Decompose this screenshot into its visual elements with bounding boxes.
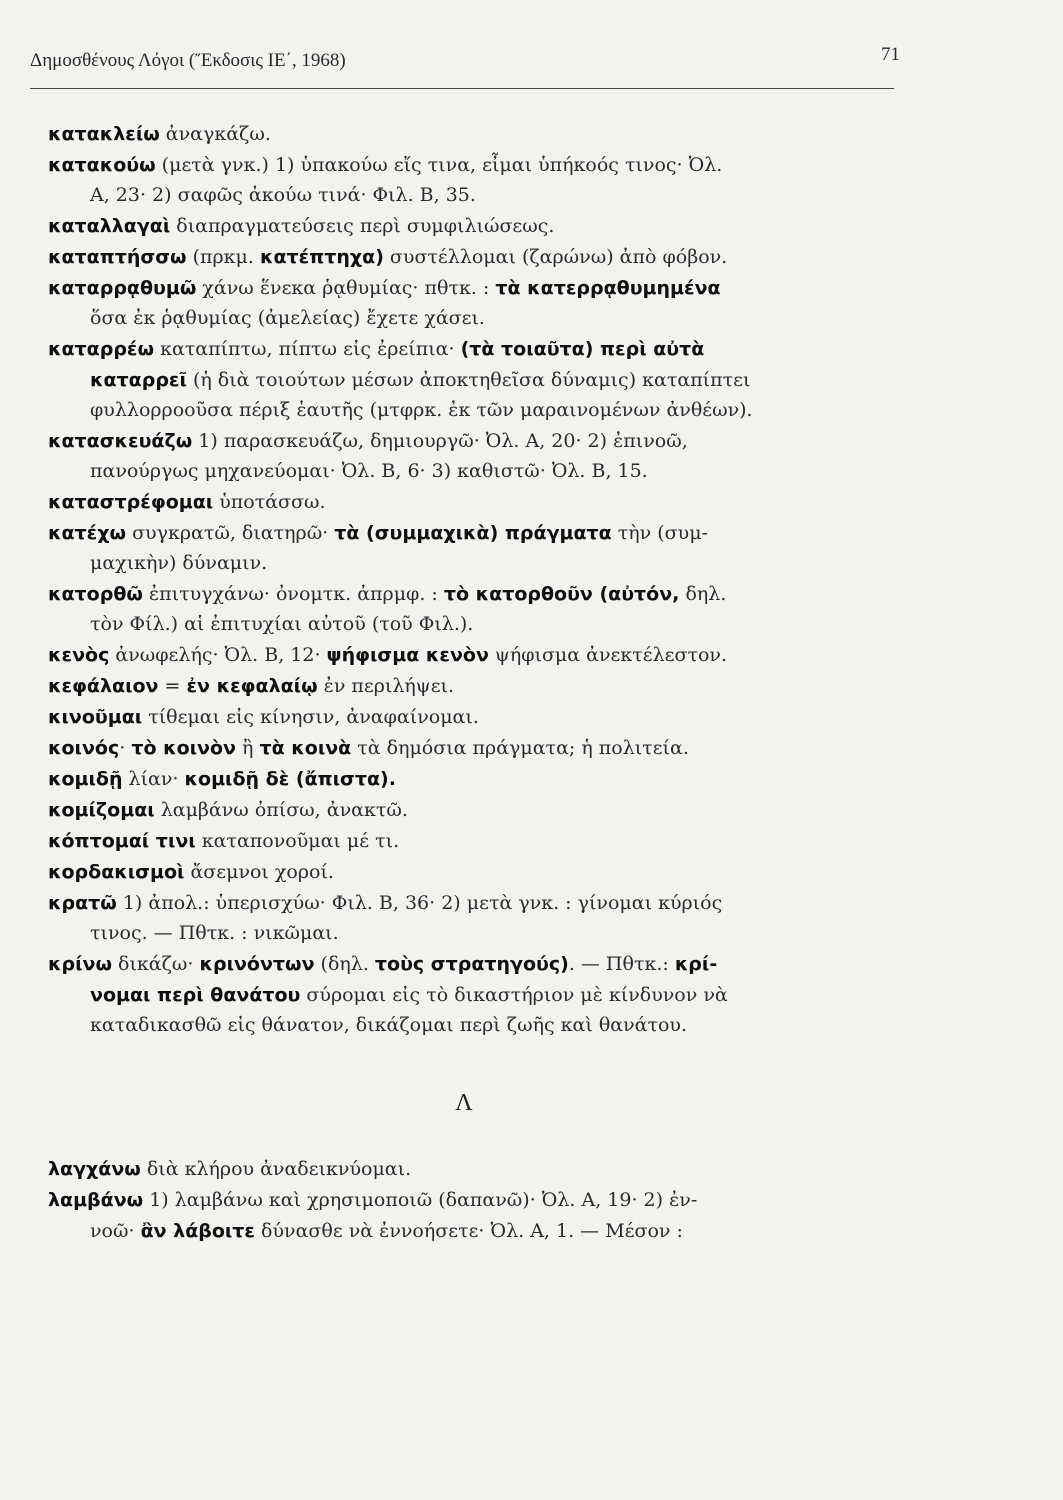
entry-text: . — Πθτκ.:: [568, 953, 675, 975]
entry: [48, 486, 910, 517]
entry-text: τίθεμαι εἰς κίνησιν, ἀναφαίνομαι.: [142, 706, 479, 728]
section-letter: Λ: [455, 1090, 473, 1116]
header-rule: [30, 88, 894, 89]
entry-text: τὴν (συμ-: [611, 522, 708, 544]
entry: [48, 333, 910, 425]
headword: κρατῶ: [48, 892, 117, 914]
entry: [48, 732, 910, 763]
bold-phrase: τοὺς στρατηγούς): [374, 953, 569, 975]
entry-text: (δηλ.: [314, 953, 375, 975]
bold-phrase: ἂν λάβοιτε: [140, 1220, 256, 1242]
entry-text: δηλ.: [679, 583, 727, 605]
entry-continuation: τινος. — Πθτκ. : νικῶμαι.: [90, 922, 339, 944]
bold-phrase: νομαι περὶ θανάτου: [90, 984, 301, 1006]
bold-phrase: ἐν κεφαλαίῳ: [186, 675, 318, 697]
entry-continuation: ὅσα ἐκ ῥᾳθυμίας (ἀμελείας) ἔχετε χάσει.: [90, 307, 485, 329]
entry: [48, 425, 910, 486]
entry: [48, 639, 910, 670]
entry: [48, 825, 910, 856]
entry-continuation: πανούργως μηχανεύομαι· Ὀλ. Β, 6· 3) καθιστῶ· Ὀλ. Β, 15.: [90, 460, 648, 482]
entry-text: λίαν·: [122, 768, 185, 790]
entry: [48, 578, 910, 639]
headword: καταρρᾳθυμῶ: [48, 277, 197, 299]
entry-text: =: [158, 675, 187, 697]
page-number: 71: [881, 44, 900, 65]
running-header: [30, 44, 900, 72]
entry-text: δύνασθε νὰ ἐννοήσετε· Ὀλ. Α, 1. — Μέσον :: [255, 1220, 683, 1242]
entry-text: ψήφισμα ἀνεκτέλεστον.: [488, 644, 728, 666]
bold-phrase: (τὰ τοιαῦτα) περὶ αὐτὰ: [460, 338, 705, 360]
headword: καταστρέφομαι: [48, 491, 214, 513]
entry: [48, 948, 910, 1040]
entry: [48, 794, 910, 825]
entry-text: 1) ἀπολ.: ὑπερισχύω· Φιλ. Β, 36· 2) μετὰ γνκ. : γίνομαι κύριός: [116, 892, 723, 914]
entry-text: διὰ κλήρου ἀναδεικνύομαι.: [140, 1158, 412, 1180]
entry-text: καταπονοῦμαι μέ τι.: [195, 830, 400, 852]
entry-text: ·: [119, 737, 132, 759]
entry-text: ἄσεμνοι χοροί.: [184, 861, 334, 883]
entry-text: 1) παρασκευάζω, δημιουργῶ· Ὀλ. Α, 20· 2) ἐπινοῶ,: [192, 430, 688, 452]
entry-continuation: τὸν Φίλ.) αἱ ἐπιτυχίαι αὐτοῦ (τοῦ Φιλ.).: [90, 613, 474, 635]
entry-text: ἀναγκάζω.: [159, 123, 271, 145]
headword: καταλλαγαὶ: [48, 215, 171, 237]
entry-text: συστέλλομαι (ζαρώνω) ἀπὸ φόβον.: [383, 246, 728, 268]
entry-text: 1) λαμβάνω καὶ χρησιμοποιῶ (δαπανῶ)· Ὀλ. Α, 19· 2) ἐν-: [143, 1189, 698, 1211]
entry: [48, 887, 910, 948]
bold-phrase: τὸ κοινὸν: [131, 737, 236, 759]
entry: [48, 763, 910, 794]
entry-continuation: Α, 23· 2) σαφῶς ἀκούω τινά· Φιλ. Β, 35.: [90, 184, 476, 206]
book-title: Δημοσθένους Λόγοι (Ἔκδοσις ΙΕ΄, 1968): [30, 50, 346, 71]
bold-phrase: ψήφισμα κενὸν: [326, 644, 489, 666]
entry-text: νοῶ·: [90, 1220, 141, 1242]
headword: κατακούω: [48, 154, 156, 176]
entry: [48, 241, 910, 272]
headword: κατέχω: [48, 522, 127, 544]
headword: κόπτομαί τινι: [48, 830, 196, 852]
entry: [48, 701, 910, 732]
entry-text: ἐν περιλήψει.: [317, 675, 455, 697]
entry-text: λαμβάνω ὀπίσω, ἀνακτῶ.: [154, 799, 408, 821]
entry-continuation: μαχικὴν) δύναμιν.: [90, 552, 268, 574]
entry-text: συγκρατῶ, διατηρῶ·: [126, 522, 335, 544]
entry: [48, 1184, 910, 1246]
headword: κενὸς: [48, 644, 110, 666]
entry-text: (μετὰ γνκ.) 1) ὑπακούω εἴς τινα, εἶμαι ὑπήκοός τινος· Ὀλ.: [155, 154, 723, 176]
bold-phrase: τὰ κατερρᾳθυμημένα: [495, 277, 721, 299]
bold-phrase: καταρρεῖ: [90, 369, 187, 391]
headword: κεφάλαιον: [48, 675, 159, 697]
entry-text: ἀνωφελής· Ὀλ. Β, 12·: [109, 644, 327, 666]
entry: [48, 1153, 910, 1184]
bold-phrase: τὸ κατορθοῦν (αὐτόν,: [443, 583, 680, 605]
entry: [48, 149, 910, 210]
bold-phrase: κομιδῇ δὲ (ἄπιστα).: [184, 768, 396, 790]
headword: κρίνω: [48, 953, 112, 975]
headword: κατορθῶ: [48, 583, 143, 605]
bold-phrase: κατέπτηχα): [259, 246, 384, 268]
headword: λαμβάνω: [48, 1189, 144, 1211]
headword: κορδακισμοὶ: [48, 861, 185, 883]
entry-text: τὰ δημόσια πράγματα; ἡ πολιτεία.: [351, 737, 689, 759]
entry-continuation: [48, 364, 910, 395]
entry-text: διαπραγματεύσεις περὶ συμφιλιώσεως.: [170, 215, 555, 237]
entry: [48, 517, 910, 578]
bold-phrase: τὰ κοινὰ: [259, 737, 352, 759]
entry: [48, 210, 910, 241]
entry: [48, 856, 910, 887]
glossary-entries: [48, 118, 910, 1246]
entry-continuation: [48, 1215, 910, 1246]
entry-text: καταπίπτω, πίπτω εἰς ἐρείπια·: [154, 338, 461, 360]
headword: καταπτήσσω: [48, 246, 187, 268]
headword: κατακλείω: [48, 123, 160, 145]
headword: κομίζομαι: [48, 799, 155, 821]
entry-continuation: φυλλορροοῦσα πέριξ ἑαυτῆς (μτφρκ. ἐκ τῶν μαραινομένων ἀνθέων).: [90, 399, 753, 421]
headword: κινοῦμαι: [48, 706, 143, 728]
headword: λαγχάνω: [48, 1158, 141, 1180]
entry-text: ἐπιτυγχάνω· ὀνομτκ. ἀπρμφ. :: [142, 583, 444, 605]
headword: κομιδῇ: [48, 768, 123, 790]
headword: κατασκευάζω: [48, 430, 193, 452]
entry: [48, 670, 910, 701]
bold-phrase: κρί-: [674, 953, 718, 975]
entry: [48, 118, 910, 149]
entry-text: χάνω ἕνεκα ῥᾳθυμίας· πθτκ. :: [196, 277, 496, 299]
headword: καταρρέω: [48, 338, 155, 360]
entry-text: σύρομαι εἰς τὸ δικαστήριον μὲ κίνδυνον νὰ: [300, 984, 728, 1006]
entry-text: (ἡ διὰ τοιούτων μέσων ἀποκτηθεῖσα δύναμις) καταπίπτει: [186, 369, 751, 391]
entry-text: δικάζω·: [111, 953, 200, 975]
entry-continuation: [48, 979, 910, 1010]
entry-continuation: καταδικασθῶ εἰς θάνατον, δικάζομαι περὶ ζωῆς καὶ θανάτου.: [90, 1014, 688, 1036]
bold-phrase: τὰ (συμμαχικὰ) πράγματα: [334, 522, 612, 544]
bold-phrase: κρινόντων: [199, 953, 315, 975]
entry-text: ὑποτάσσω.: [213, 491, 326, 513]
entry-text: (πρκμ.: [186, 246, 260, 268]
entry-text: ἢ: [236, 737, 260, 759]
headword: κοινός: [48, 737, 120, 759]
entry: [48, 272, 910, 333]
